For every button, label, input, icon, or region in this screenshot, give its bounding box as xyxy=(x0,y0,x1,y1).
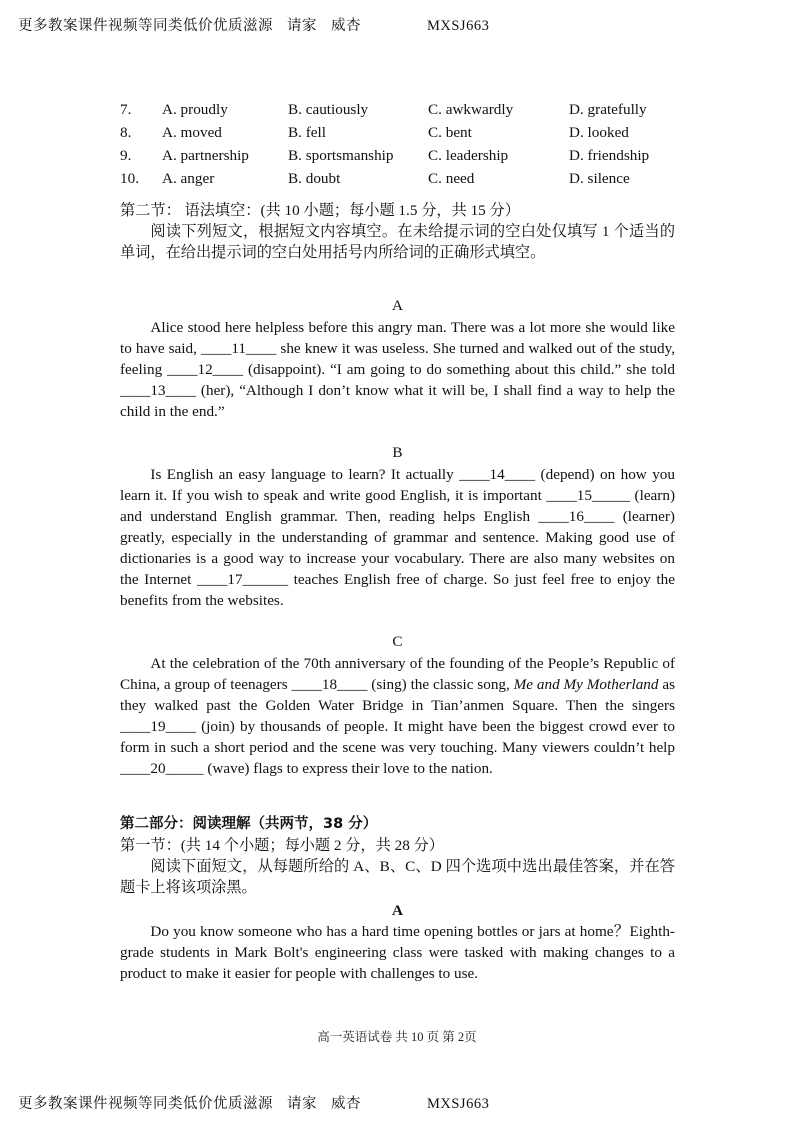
section2-title: 第二节： 语法填空：(共 10 小题；每小题 1.5 分，共 15 分） xyxy=(120,202,520,219)
option-row xyxy=(120,121,649,144)
option-d: D. gratefully xyxy=(569,101,647,118)
option-b: B. fell xyxy=(288,124,326,141)
banner-text: 更多教案课件视频等同类低价优质滋源 xyxy=(18,18,273,34)
option-c: C. need xyxy=(428,170,475,187)
part2-section1: 第一节：(共 14 个小题；每小题 2 分，共 28 分） xyxy=(120,837,444,854)
exam-content xyxy=(120,98,675,984)
option-row xyxy=(120,144,649,167)
blank-14: ____14____ xyxy=(459,466,536,483)
blank-12: ____12____ xyxy=(167,361,244,378)
option-b: B. cautiously xyxy=(288,101,369,118)
option-c: C. awkwardly xyxy=(428,101,514,118)
blank-17: ____17______ xyxy=(196,571,289,588)
footer-banner xyxy=(18,1092,503,1113)
option-a: A. proudly xyxy=(162,101,228,118)
banner-code: MXSJ663 xyxy=(427,1096,490,1112)
blank-13: ____13____ xyxy=(120,382,196,399)
question-number: 7. xyxy=(120,101,132,118)
passage-a-letter: A xyxy=(392,297,403,314)
passage-c-letter: C xyxy=(392,633,403,650)
option-a: A. anger xyxy=(162,170,215,187)
passage-b-text: Is English an easy language to learn? It actually ____14____ (depend) on how you learn it. If you wish to speak and write good English, it is important ____15_____ (learn) and understand English grammar. Then, reading helps English ____16____ (learner) greatly, especially in the understanding of grammar and sentence. Making good use of dictionaries is a good way to increase your vocabulary. There are also many websites on the Internet ____17______ teaches English free of charge. So just feel free to enjoy the benefits from the websites. xyxy=(120,466,676,609)
option-row xyxy=(120,167,649,190)
blank-20: ____20_____ xyxy=(120,760,204,777)
options-table xyxy=(120,98,649,190)
blank-18: ____18____ xyxy=(291,676,368,693)
option-d: D. looked xyxy=(569,124,629,141)
blank-15: ____15_____ xyxy=(546,487,630,504)
banner-contact-label: 请家 xyxy=(287,18,317,34)
part2-passage-text: Do you know someone who has a hard time opening bottles or jars at home？Eighth-grade students in Mark Bolt's engineering class were tasked with making changes to a product to make it easier for people with challenges to use. xyxy=(120,923,675,982)
banner-contact-name: 威杏 xyxy=(331,1096,361,1112)
passage-c-text: At the celebration of the 70th anniversary of the founding of the People’s Republic of China, a group of teenagers ____18____ (sing) the classic song, Me and My Motherland as they walked past the Golden Water Bridge in Tian’anmen Square. Then the singers ____19____ (join) by thousands of people. It might have been the biggest crowd ever to form in such a short period and the scene was very touching. Many viewers couldn’t help ____20_____ (wave) flags to express their love to the nation. xyxy=(120,655,675,777)
question-number: 9. xyxy=(120,147,132,164)
option-b: B. sportsmanship xyxy=(288,147,394,164)
song-title: Me and My Motherland xyxy=(513,676,659,693)
question-number: 8. xyxy=(120,124,132,141)
option-c: C. bent xyxy=(428,124,472,141)
banner-code: MXSJ663 xyxy=(427,18,490,34)
passage-a-text: Alice stood here helpless before this angry man. There was a lot more she would like to have said, ____11____ she knew it was useless. She turned and walked out of the study, feeling ____12____ (disappoint). “I am going to do something about this child.” she told ____13____ (her), “Although I don’t know what it will be, I shall find a way to help the child in the end.” xyxy=(120,319,675,420)
option-d: D. silence xyxy=(569,170,630,187)
part2-passage-letter: A xyxy=(392,902,403,919)
section2-instruction: 阅读下列短文，根据短文内容填空。在未给提示词的空白处仅填写 1 个适当的单词，在给出提示词的空白处用括号内所给词的正确形式填空。 xyxy=(120,223,675,261)
option-a: A. moved xyxy=(162,124,222,141)
blank-19: ____19____ xyxy=(120,718,196,735)
header-banner xyxy=(18,14,503,35)
option-c: C. leadership xyxy=(428,147,509,164)
blank-11: ____11____ xyxy=(200,340,277,357)
option-d: D. friendship xyxy=(569,147,650,164)
blank-16: ____16____ xyxy=(538,508,615,525)
option-b: B. doubt xyxy=(288,170,341,187)
page-footer: 高一英语试卷 共 10 页 第 2页 xyxy=(317,1030,477,1044)
option-row xyxy=(120,98,649,121)
part2-title: 第二部分：阅读理解（共两节，38 分） xyxy=(120,816,378,832)
part2-instruction: 阅读下面短文，从每题所给的 A、B、C、D 四个选项中选出最佳答案，并在答题卡上将该项涂黑。 xyxy=(120,858,675,896)
banner-contact-label: 请家 xyxy=(287,1096,317,1112)
banner-contact-name: 威杏 xyxy=(331,18,361,34)
passage-b-letter: B xyxy=(392,444,403,461)
banner-text: 更多教案课件视频等同类低价优质滋源 xyxy=(18,1096,273,1112)
option-a: A. partnership xyxy=(162,147,249,164)
question-number: 10. xyxy=(120,170,139,187)
